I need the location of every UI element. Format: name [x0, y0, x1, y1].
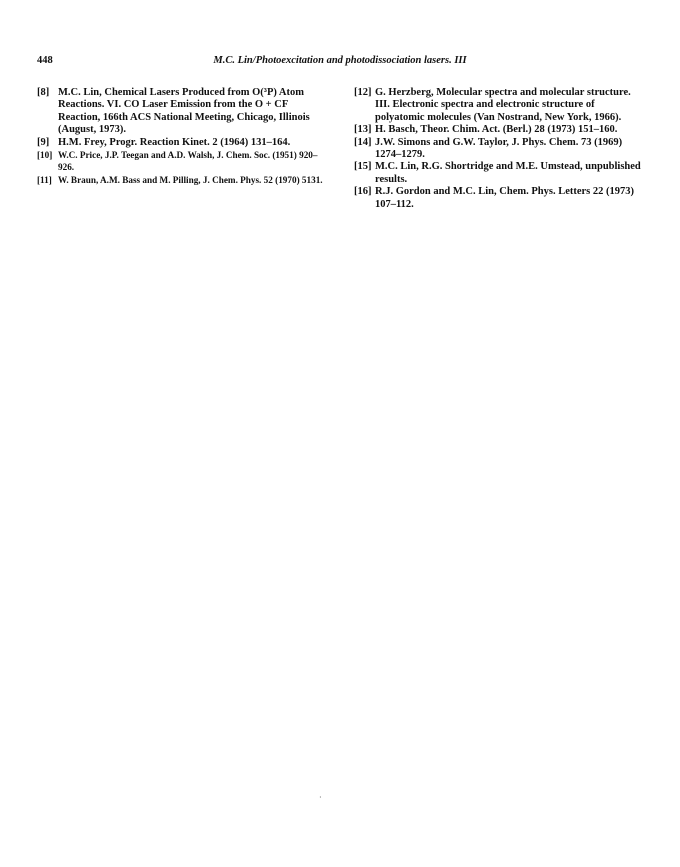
reference-text: H.M. Frey, Progr. Reaction Kinet. 2 (1964) 131–164.: [58, 136, 291, 148]
footer-mark: ·: [319, 793, 322, 802]
reference-item: [37, 87, 327, 137]
reference-text: H. Basch, Theor. Chim. Act. (Berl.) 28 (1973) 151–160.: [375, 124, 618, 136]
running-title: M.C. Lin/Photoexcitation and photodissociation lasers. III: [213, 55, 467, 66]
reference-item: [37, 149, 327, 174]
reference-number: [13]: [354, 124, 372, 136]
reference-item: [37, 174, 327, 186]
reference-number: [9]: [37, 136, 50, 148]
reference-number: [16]: [354, 186, 372, 198]
reference-text: G. Herzberg, Molecular spectra and molecular structure. III. Electronic spectra and electronic structure of polyatomic molecules (Van Nostrand, New York, 1966).: [375, 87, 631, 123]
reference-item: [354, 186, 646, 211]
reference-number: [15]: [354, 161, 372, 173]
reference-number: [10]: [37, 150, 53, 161]
reference-text: J.W. Simons and G.W. Taylor, J. Phys. Chem. 73 (1969) 1274–1279.: [375, 136, 623, 161]
reference-number: [11]: [37, 174, 52, 185]
reference-item: [354, 124, 646, 136]
page-number: 448: [37, 55, 53, 66]
reference-text: R.J. Gordon and M.C. Lin, Chem. Phys. Letters 22 (1973) 107–112.: [375, 186, 634, 210]
references-right-column: [354, 87, 646, 211]
reference-text: M.C. Lin, Chemical Lasers Produced from O(³P) Atom Reactions. VI. CO Laser Emission from the O + CF Reaction, 166th ACS National Meeting, Chicago, Illinois (August, 1973).: [58, 87, 310, 136]
reference-text: W.C. Price, J.P. Teegan and A.D. Walsh, J. Chem. Soc. (1951) 920–926.: [58, 150, 318, 173]
reference-number: [8]: [37, 87, 50, 98]
reference-item: [37, 137, 327, 149]
reference-text: W. Braun, A.M. Bass and M. Pilling, J. Chem. Phys. 52 (1970) 5131.: [58, 174, 323, 185]
reference-item: [354, 137, 646, 162]
reference-text: M.C. Lin, R.G. Shortridge and M.E. Umstead, unpublished results.: [375, 161, 641, 185]
page-header: [37, 55, 643, 71]
reference-item: [354, 87, 646, 124]
references-left-column: [37, 87, 327, 186]
reference-number: [14]: [354, 136, 372, 148]
reference-item: [354, 161, 646, 186]
reference-number: [12]: [354, 87, 372, 98]
